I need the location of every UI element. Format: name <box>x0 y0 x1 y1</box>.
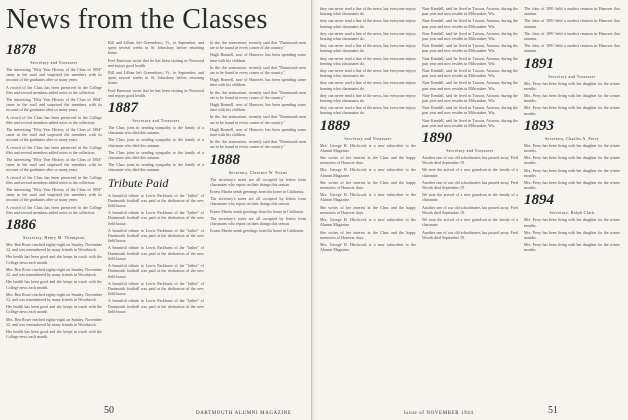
paragraph: A beautiful tribute to Lewis Parkhurst of the "father" of Dartmouth football was paid at the dedication of the new field house. <box>108 227 204 244</box>
paragraph: The Class joins in sending sympathy to the family of a classmate who died this autumn. <box>108 162 204 173</box>
paragraph: Fred Emerson wrote that he has been visiting in Norwood and enjoys good health. <box>108 87 204 98</box>
paragraph: they can never read a line of the news, but everyone enjoys hearing what classmates do. <box>320 55 416 66</box>
paragraph: Mrs. Perry has been living with her daughter for the winter months. <box>524 242 620 253</box>
paragraph: Mrs. Perry has been living with her daughter for the winter months. <box>524 80 620 91</box>
paragraph: Mrs. George H. Hitchcock is a new subscriber to the Alumni Magazine. <box>320 167 416 178</box>
paragraph: they can never read a line of the news, but everyone enjoys hearing what classmates do. <box>320 18 416 29</box>
paragraph: A beautiful tribute to Lewis Parkhurst of the "father" of Dartmouth football was paid at the dedication of the new field house. <box>108 280 204 297</box>
paragraph: A beautiful tribute to Lewis Parkhurst of the "father" of Dartmouth football was paid at the dedication of the new field house. <box>108 298 204 314</box>
right-page <box>314 0 628 420</box>
paragraph: Mrs. George H. Hitchcock is a new subscriber to the Alumni Magazine. <box>320 142 416 153</box>
class-year-heading: 1894 <box>524 192 554 209</box>
paragraph: Mrs. Perry has been living with her daughter for the winter months. <box>524 180 620 191</box>
paragraph: A beautiful tribute to Lewis Parkhurst of the "father" of Dartmouth football was paid at the dedication of the new field house. <box>108 210 204 226</box>
paragraph: Nate Kendall, said he lived in Tucson, Arizona, during the past year and now resides in Milwaukee, Wis. <box>422 92 518 104</box>
paragraph: The interesting "Fifty Year History of the Class of 1894" came in the mail and surprised the members with its account of the graduates after so many years. <box>6 97 102 113</box>
paragraph: Nate Kendall, said he lived in Tucson, Arizona, during the past year and now resides in Milwaukee, Wis. <box>422 55 518 66</box>
section-heading: Tribute Paid <box>108 175 169 190</box>
paragraph: A record of the Class has been preserved in the College files and several members added notes to the collection. <box>6 84 102 95</box>
issue-footer: Issue of NOVEMBER 1944 <box>404 411 474 416</box>
paragraph: In the, the sermonizer, recently said that "Dartmouth men are to be found in every corner of the country." <box>210 114 306 125</box>
class-year-heading: 1890 <box>422 130 452 147</box>
left-column-2 <box>108 40 204 400</box>
paragraph: A beautiful tribute to Lewis Parkhurst of the "father" of Dartmouth football was paid at the dedication of the new field house. <box>108 263 204 279</box>
paragraph: they can never read a line of the news, but everyone enjoys hearing what classmates do. <box>320 68 416 79</box>
paragraph: Another one of our old schoolmates has passed away. Fred Woods died September 19. <box>422 204 518 215</box>
paragraph: In the, the sermonizer, recently said that "Dartmouth men are to be found in every corner of the country." <box>210 40 306 51</box>
paragraph: they can never read a line of the news, but everyone enjoys hearing what classmates do. <box>320 80 416 91</box>
class-secretary: Secretary and Treasurer <box>132 118 180 124</box>
class-secretary: Secretary, Henry M. Thompson <box>23 235 85 241</box>
paragraph: Nate Kendall, said he lived in Tucson, Arizona, during the past year and now resides in Milwaukee, Wis. <box>422 18 518 29</box>
paragraph: The secretary's notes are all occupied by letters from classmates who report on their doings this season. <box>210 215 306 227</box>
paragraph: Hugh Bonnell, now of Hanover, has been spending some time with his children. <box>210 102 306 113</box>
paragraph: Nate Kendall, said he lived in Tucson, Arizona, during the past year and now resides in Milwaukee, Wis. <box>422 80 518 91</box>
class-secretary: Secretary and Treasurer <box>446 148 494 154</box>
right-column-3 <box>524 6 620 400</box>
paragraph: Her health has been good and she keeps in touch with the College news each month. <box>6 254 102 265</box>
paragraph: We note the arrival of a new grandson in the family of a classmate. <box>422 217 518 228</box>
left-column-3 <box>210 40 306 400</box>
paragraph: Mrs. Ben Rowe reached eighty-eight on Sunday, November 12, and was remembered by many friends in Woodstock. <box>6 266 102 278</box>
paragraph: The Class joins in sending sympathy to the family of a classmate who died this autumn. <box>108 125 204 136</box>
paragraph: Mrs. Perry has been living with her daughter for the winter months. <box>524 167 620 178</box>
paragraph: The class of 1891 held a modest reunion in Hanover this autumn. <box>524 43 620 54</box>
paragraph: Mrs. Perry has been living with her daughter for the winter months. <box>524 93 620 104</box>
paragraph: Mrs. Perry has been living with her daughter for the winter months. <box>524 105 620 116</box>
paragraph: Mrs. Perry has been living with her daughter for the winter months. <box>524 229 620 241</box>
paragraph: We note the arrival of a new grandson in the family of a classmate. <box>422 192 518 203</box>
paragraph: A record of the Class has been preserved in the College files and several members added notes to the collection. <box>6 144 102 155</box>
paragraph: The Class joins in sending sympathy to the family of a classmate who died this autumn. <box>108 149 204 161</box>
class-year-heading: 1888 <box>210 151 240 168</box>
paragraph: Her health has been good and she keeps in touch with the College news each month. <box>6 279 102 290</box>
page-number: 51 <box>548 405 558 416</box>
paragraph: She writes of her interest in the Class and the happy memories of Hanover days. <box>320 229 416 240</box>
paragraph: Hugh Bonnell, now of Hanover, has been spending some time with his children. <box>210 77 306 88</box>
paragraph: they can never read a line of the news, but everyone enjoys hearing what classmates do. <box>320 105 416 116</box>
paragraph: Nate Kendall, said he lived in Tucson, Arizona, during the past year and now resides in Milwaukee, Wis. <box>422 6 518 17</box>
paragraph: A record of the Class has been preserved in the College files and several members added notes to the collection. <box>6 174 102 185</box>
paragraph: Her health has been good and she keeps in touch with the College news each month. <box>6 304 102 315</box>
paragraph: Nate Kendall, said he lived in Tucson, Arizona, during the past year and now resides in Milwaukee, Wis. <box>422 117 518 128</box>
class-year-heading: 1893 <box>524 117 554 134</box>
paragraph: A beautiful tribute to Lewis Parkhurst of the "father" of Dartmouth football was paid at the dedication of the new field house. <box>108 192 204 209</box>
class-secretary: Secretary and Treasurer <box>548 73 596 79</box>
paragraph: Nate Kendall, said he lived in Tucson, Arizona, during the past year and now resides in Milwaukee, Wis. <box>422 105 518 116</box>
paragraph: She writes of her interest in the Class and the happy memories of Hanover days. <box>320 204 416 215</box>
paragraph: Mrs. Perry has been living with her daughter for the winter months. <box>524 217 620 228</box>
paragraph: Mrs. George H. Hitchcock is a new subscriber to the Alumni Magazine. <box>320 217 416 228</box>
paragraph: The Class joins in sending sympathy to the family of a classmate who died this autumn. <box>108 137 204 148</box>
paragraph: The interesting "Fifty Year History of the Class of 1894" came in the mail and surprised the members with its account of the graduates after so many years. <box>6 67 102 83</box>
paragraph: A beautiful tribute to Lewis Parkhurst of the "father" of Dartmouth football was paid at the dedication of the new field house. <box>108 245 204 261</box>
paragraph: Mrs. Ben Rowe reached eighty-eight on Sunday, November 12, and was remembered by many friends in Woodstock. <box>6 242 102 253</box>
paragraph: The class of 1891 held a modest reunion in Hanover this autumn. <box>524 30 620 42</box>
paragraph: Ernest Martin sends greetings from his home in California. <box>210 208 305 214</box>
paragraph: The class of 1891 held a modest reunion in Hanover this autumn. <box>524 18 620 29</box>
paragraph: Ernest Martin sends greetings from his home in California. <box>210 189 305 195</box>
paragraph: The interesting "Fifty Year History of the Class of 1894" came in the mail and surprised the members with its account of the graduates after so many years. <box>6 127 102 143</box>
paragraph: Mrs. Perry has been living with her daughter for the winter months. <box>524 142 620 154</box>
magazine-footer: DARTMOUTH ALUMNI MAGAZINE <box>196 411 292 416</box>
paragraph: We note the arrival of a new grandson in the family of a classmate. <box>422 167 518 178</box>
paragraph: Bill and Lillian left Greensboro, Vt., in September, and spent several weeks in St. Johnsbury before returning home. <box>108 40 204 56</box>
paragraph: Bill and Lillian left Greensboro, Vt., in September, and spent several weeks in St. Johnsbury before returning home. <box>108 70 204 86</box>
right-column-1 <box>320 6 416 400</box>
paragraph: they can never read a line of the news, but everyone enjoys hearing what classmates do. <box>320 43 416 54</box>
paragraph: Mrs. George H. Hitchcock is a new subscriber to the Alumni Magazine. <box>320 241 416 253</box>
paragraph: She writes of her interest in the Class and the happy memories of Hanover days. <box>320 179 416 191</box>
paragraph: In the, the sermonizer, recently said that "Dartmouth men are to be found in every corner of the country." <box>210 139 306 150</box>
paragraph: Another one of our old schoolmates has passed away. Fred Woods died September 19. <box>422 179 518 191</box>
paragraph: She writes of her interest in the Class and the happy memories of Hanover days. <box>320 155 416 166</box>
class-secretary: Secretary, Clarence W. Evans <box>228 169 288 175</box>
class-year-heading: 1886 <box>6 217 36 234</box>
left-page <box>0 0 312 420</box>
class-secretary: Secretary and Treasurer <box>344 135 392 141</box>
class-secretary: Secretary and Treasurer <box>30 60 78 65</box>
class-year-heading: 1891 <box>524 55 554 72</box>
paragraph: they can never read a line of the news, but everyone enjoys hearing what classmates do. <box>320 30 416 42</box>
class-year-heading: 1889 <box>320 117 350 134</box>
left-column-1 <box>6 40 102 400</box>
right-column-2 <box>422 6 518 400</box>
paragraph: they can never read a line of the news, but everyone enjoys hearing what classmates do. <box>320 6 416 17</box>
paragraph: Mrs. Ben Rowe reached eighty-eight on Sunday, November 12, and was remembered by many friends in Woodstock. <box>6 316 102 327</box>
class-secretary: Secretary, Charles A. Perry <box>544 135 600 141</box>
paragraph: Another one of our old schoolmates has passed away. Fred Woods died September 19. <box>422 155 518 166</box>
paragraph: Hugh Bonnell, now of Hanover, has been spending some time with his children. <box>210 52 306 63</box>
paragraph: Nate Kendall, said he lived in Tucson, Arizona, during the past year and now resides in Milwaukee, Wis. <box>422 43 518 54</box>
class-year-heading: 1887 <box>108 100 138 117</box>
paragraph: A record of the Class has been preserved in the College files and several members added notes to the collection. <box>6 114 102 125</box>
paragraph: The interesting "Fifty Year History of the Class of 1894" came in the mail and surprised the members with its account of the graduates after so many years. <box>6 187 102 203</box>
paragraph: In the, the sermonizer, recently said that "Dartmouth men are to be found in every corner of the country." <box>210 64 306 76</box>
paragraph: Nate Kendall, said he lived in Tucson, Arizona, during the past year and now resides in Milwaukee, Wis. <box>422 68 518 79</box>
paragraph: Mrs. George H. Hitchcock is a new subscriber to the Alumni Magazine. <box>320 192 416 203</box>
paragraph: Another one of our old schoolmates has passed away. Fred Woods died September 19. <box>422 229 518 240</box>
paragraph: Ernest Martin sends greetings from his home in California. <box>210 228 305 234</box>
paragraph: Mrs. Ben Rowe reached eighty-eight on Sunday, November 12, and was remembered by many friends in Woodstock. <box>6 291 102 302</box>
class-year-heading: 1878 <box>6 42 36 58</box>
paragraph: Hugh Bonnell, now of Hanover, has been spending some time with his children. <box>210 126 306 138</box>
page-title: News from the Classes <box>6 4 268 35</box>
class-secretary: Secretary, Ralph Clark <box>549 210 595 216</box>
page-number: 50 <box>104 405 114 416</box>
paragraph: Mrs. Perry has been living with her daughter for the winter months. <box>524 155 620 166</box>
paragraph: A record of the Class has been preserved in the College files and several members added notes to the collection. <box>6 204 102 215</box>
paragraph: Nate Kendall, said he lived in Tucson, Arizona, during the past year and now resides in Milwaukee, Wis. <box>422 30 518 42</box>
paragraph: The class of 1891 held a modest reunion in Hanover this autumn. <box>524 6 620 17</box>
paragraph: In the, the sermonizer, recently said that "Dartmouth men are to be found in every corner of the country." <box>210 89 306 100</box>
paragraph: The interesting "Fifty Year History of the Class of 1894" came in the mail and surprised the members with its account of the graduates after so many years. <box>6 157 102 173</box>
paragraph: The secretary's notes are all occupied by letters from classmates who report on their doings this season. <box>210 196 306 207</box>
paragraph: they can never read a line of the news, but everyone enjoys hearing what classmates do. <box>320 92 416 104</box>
paragraph: The secretary's notes are all occupied by letters from classmates who report on their doings this season. <box>210 176 306 187</box>
paragraph: Her health has been good and she keeps in touch with the College news each month. <box>6 328 102 340</box>
paragraph: Fred Emerson wrote that he has been visiting in Norwood and enjoys good health. <box>108 57 204 68</box>
